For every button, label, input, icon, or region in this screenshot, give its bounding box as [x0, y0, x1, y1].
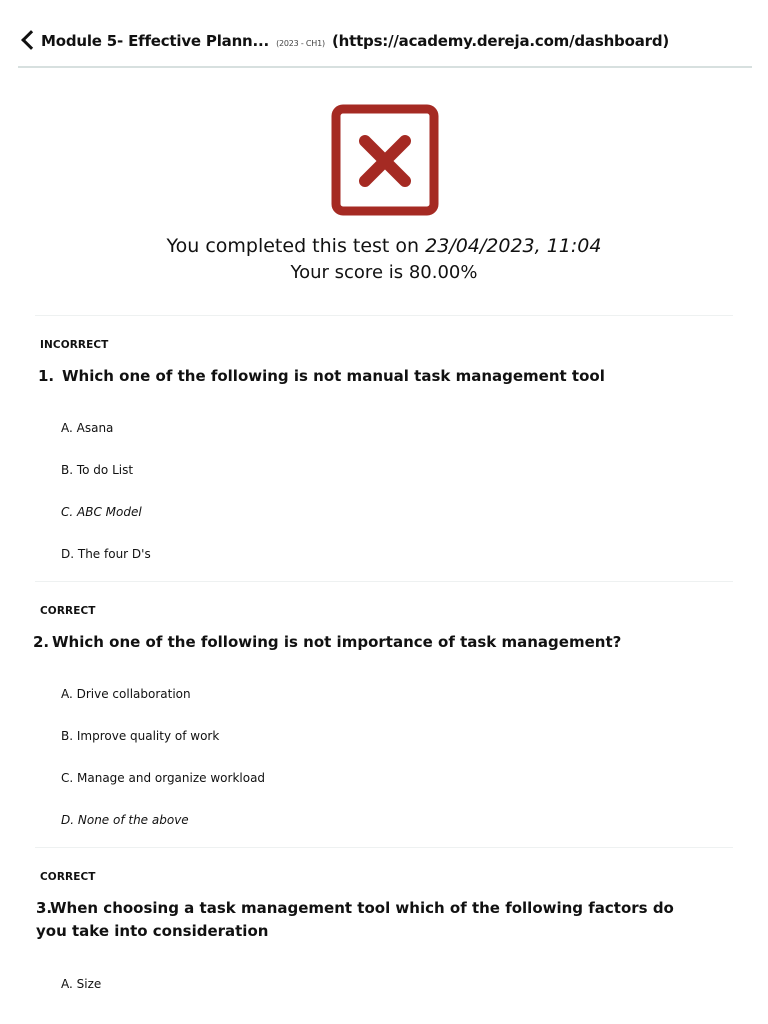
x-mark-icon	[331, 104, 439, 216]
answer-option-selected: C. ABC Model	[61, 505, 142, 519]
question-text	[33, 631, 728, 654]
question-status: INCORRECT	[40, 339, 109, 351]
question-number: 3.	[36, 899, 53, 917]
question-status: CORRECT	[40, 605, 96, 617]
answer-option: D. The four D's	[61, 547, 151, 561]
divider	[35, 315, 733, 316]
question-number: 1.	[38, 367, 55, 385]
module-title: Module 5- Effective Plann...	[41, 32, 270, 50]
score-text: Your score is 80.00%	[290, 262, 478, 283]
question-label: Which one of the following is not importance of task management?	[52, 633, 622, 651]
divider	[35, 847, 733, 848]
question-label: Which one of the following is not manual task management tool	[62, 367, 605, 385]
chevron-left-icon[interactable]	[21, 30, 41, 50]
page-header	[18, 0, 752, 68]
answer-option: C. Manage and organize workload	[61, 771, 266, 785]
answer-option: B. Improve quality of work	[61, 729, 220, 743]
module-subtitle: (2023 - CH1)	[276, 39, 325, 48]
question-number: 2.	[33, 633, 50, 651]
answer-option: A. Asana	[61, 421, 114, 435]
answer-option: B. To do List	[61, 463, 134, 477]
completion-prefix: You completed this test on	[166, 235, 420, 257]
question-status: CORRECT	[40, 871, 96, 883]
question-text	[36, 897, 696, 943]
divider	[35, 581, 733, 582]
completion-message	[0, 235, 768, 257]
page-title	[41, 32, 669, 50]
answer-option-selected: D. None of the above	[61, 813, 189, 827]
dashboard-url[interactable]: (https://academy.dereja.com/dashboard)	[331, 32, 670, 50]
answer-option: A. Drive collaboration	[61, 687, 191, 701]
completion-date: 23/04/2023, 11:04	[425, 235, 602, 257]
question-label: When choosing a task management tool which of the following factors do you take into consideration	[36, 899, 674, 940]
question-text	[38, 365, 728, 388]
answer-option: A. Size	[61, 977, 102, 991]
